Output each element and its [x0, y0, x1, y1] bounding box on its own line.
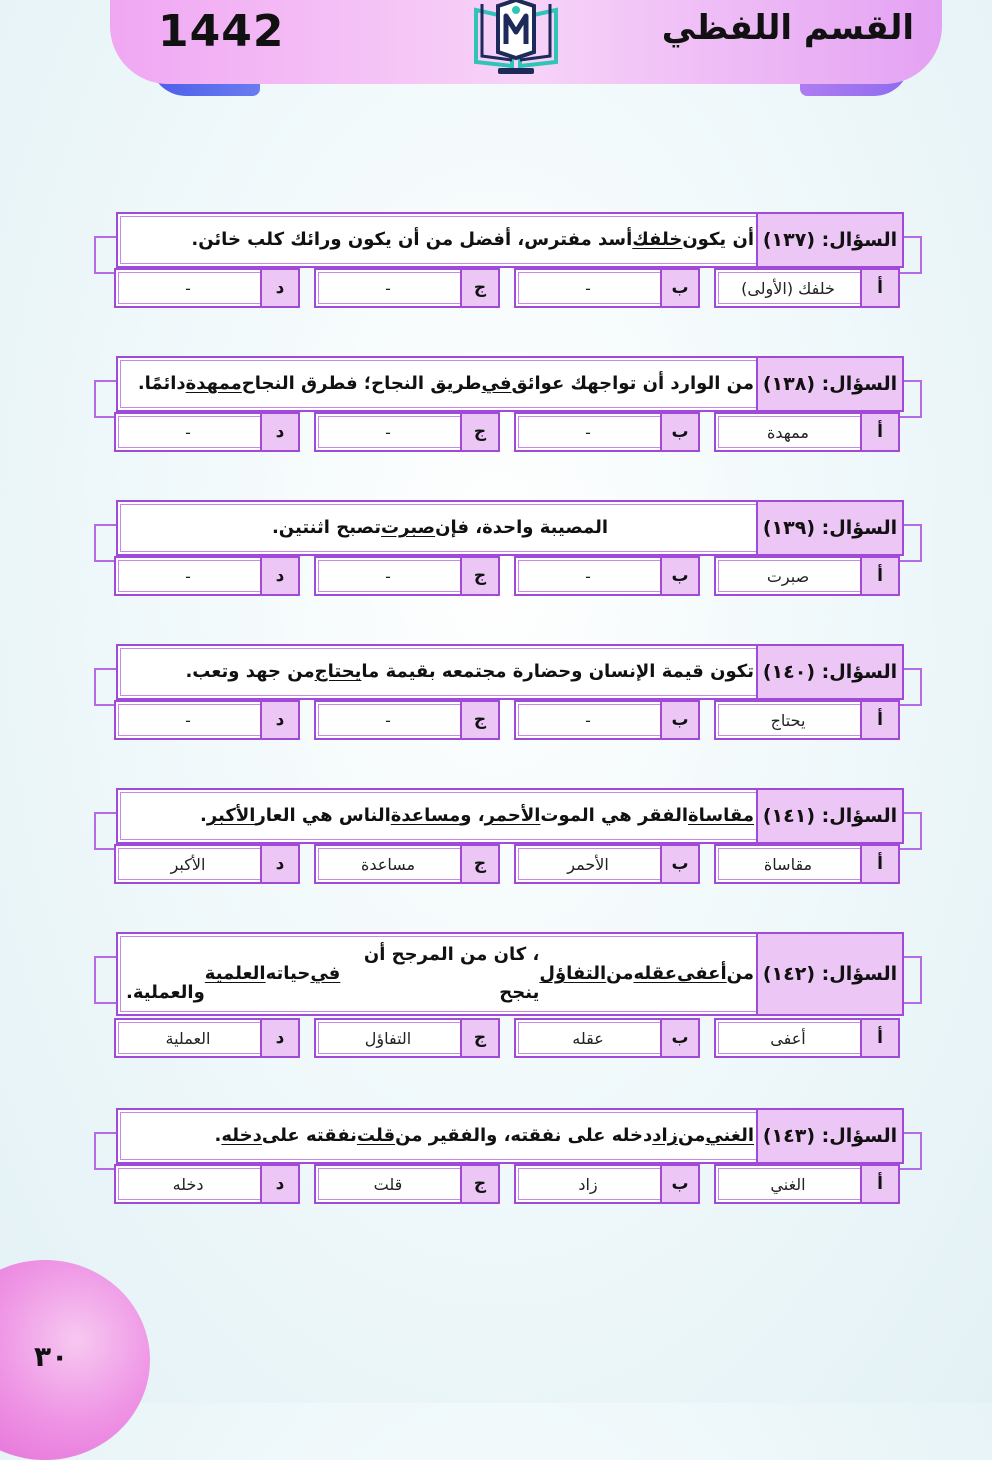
option-value: -	[585, 422, 591, 442]
option-value: التفاؤل	[364, 1028, 412, 1048]
option-d[interactable]	[114, 700, 300, 740]
question-label: السؤال: (١٤٢)	[756, 934, 902, 1014]
question-143	[94, 1108, 922, 1206]
question-text: تكون قيمة الإنسان وحضارة مجتمعه بقيمة ما يحتاج من جهد وتعب.	[185, 661, 754, 682]
question-label: السؤال: (١٣٨)	[756, 358, 902, 410]
options-row	[116, 700, 900, 738]
option-letter: د	[260, 1166, 298, 1202]
option-letter: ج	[460, 1166, 498, 1202]
option-b[interactable]	[514, 268, 700, 308]
options-row	[116, 844, 900, 882]
question-138	[94, 356, 922, 454]
question-label: السؤال: (١٤٣)	[756, 1110, 902, 1162]
option-value: -	[585, 710, 591, 730]
option-value: -	[385, 710, 391, 730]
options-row	[116, 1018, 900, 1056]
option-value: يحتاج	[770, 710, 806, 730]
option-letter: د	[260, 558, 298, 594]
question-box	[116, 644, 904, 700]
section-title: القسم اللفظي	[661, 8, 914, 48]
options-row	[116, 412, 900, 450]
option-c[interactable]	[314, 556, 500, 596]
option-letter: د	[260, 270, 298, 306]
options-row	[116, 268, 900, 306]
option-c[interactable]	[314, 1164, 500, 1204]
year-label: 1442	[158, 6, 285, 57]
option-value: الأكبر	[170, 854, 206, 874]
option-letter: أ	[860, 702, 898, 738]
option-value: -	[185, 422, 191, 442]
question-label: السؤال: (١٣٧)	[756, 214, 902, 266]
option-b[interactable]	[514, 412, 700, 452]
option-b[interactable]	[514, 556, 700, 596]
question-box	[116, 212, 904, 268]
option-value: الغني	[770, 1174, 806, 1194]
question-text: من الوارد أن تواجهك عوائق في طريق النجاح؛ فطرق النجاح ممهدة دائمًا.	[137, 373, 754, 394]
option-letter: د	[260, 414, 298, 450]
question-140	[94, 644, 922, 742]
option-letter: أ	[860, 414, 898, 450]
question-text: مقاساة الفقر هي الموت الأحمر ، و مساعدة الناس هي العار الأكبر .	[200, 805, 754, 826]
question-box	[116, 1108, 904, 1164]
option-letter: ب	[660, 558, 698, 594]
option-b[interactable]	[514, 700, 700, 740]
option-d[interactable]	[114, 268, 300, 308]
question-label: السؤال: (١٣٩)	[756, 502, 902, 554]
option-d[interactable]	[114, 1018, 300, 1058]
question-text: المصيبة واحدة، فإن صبرت تصبح اثنتين.	[271, 517, 609, 538]
question-label: السؤال: (١٤٠)	[756, 646, 902, 698]
option-value: مقاساة	[763, 854, 813, 874]
option-a[interactable]	[714, 268, 900, 308]
option-letter: ج	[460, 270, 498, 306]
option-value: دخله	[172, 1174, 204, 1194]
option-value: -	[385, 278, 391, 298]
option-letter: ج	[460, 846, 498, 882]
question-box	[116, 356, 904, 412]
option-letter: أ	[860, 1020, 898, 1056]
option-a[interactable]	[714, 1018, 900, 1058]
option-d[interactable]	[114, 556, 300, 596]
option-a[interactable]	[714, 1164, 900, 1204]
option-b[interactable]	[514, 1164, 700, 1204]
option-d[interactable]	[114, 412, 300, 452]
option-a[interactable]	[714, 556, 900, 596]
option-b[interactable]	[514, 1018, 700, 1058]
question-text: الغني من زاد دخله على نفقته، والفقير من قلت نفقته على دخله .	[214, 1125, 754, 1146]
option-letter: ج	[460, 414, 498, 450]
option-letter: أ	[860, 1166, 898, 1202]
option-value: خلفك (الأولى)	[741, 278, 835, 298]
option-letter: د	[260, 702, 298, 738]
decorative-blob	[0, 1260, 150, 1460]
option-value: ممهدة	[767, 422, 809, 442]
option-c[interactable]	[314, 268, 500, 308]
option-letter: أ	[860, 558, 898, 594]
question-141	[94, 788, 922, 886]
option-value: عقله	[572, 1028, 604, 1048]
option-letter: ج	[460, 1020, 498, 1056]
page-number: ٣٠	[34, 1340, 69, 1373]
header-banner	[110, 0, 942, 84]
option-value: -	[185, 710, 191, 730]
option-d[interactable]	[114, 844, 300, 884]
option-a[interactable]	[714, 700, 900, 740]
option-letter: ب	[660, 846, 698, 882]
option-value: الأحمر	[567, 854, 609, 874]
option-letter: ج	[460, 702, 498, 738]
option-value: قلت	[373, 1174, 403, 1194]
option-value: -	[185, 566, 191, 586]
question-box	[116, 788, 904, 844]
option-letter: أ	[860, 846, 898, 882]
option-value: -	[585, 566, 591, 586]
option-a[interactable]	[714, 844, 900, 884]
option-value: العملية	[165, 1028, 211, 1048]
option-value: زاد	[578, 1174, 598, 1194]
option-b[interactable]	[514, 844, 700, 884]
question-box	[116, 932, 904, 1016]
option-value: -	[585, 278, 591, 298]
option-c[interactable]	[314, 700, 500, 740]
option-d[interactable]	[114, 1164, 300, 1204]
option-letter: ب	[660, 1020, 698, 1056]
option-value: -	[385, 422, 391, 442]
option-letter: د	[260, 1020, 298, 1056]
option-value: -	[385, 566, 391, 586]
option-c[interactable]	[314, 1018, 500, 1058]
question-137	[94, 212, 922, 310]
question-text: من أعفى عقله من التفاؤل ، كان من المرجح أن ينجح في حياته العلمية والعملية.	[126, 944, 754, 1003]
option-letter: ب	[660, 1166, 698, 1202]
question-139	[94, 500, 922, 598]
option-letter: أ	[860, 270, 898, 306]
question-box	[116, 500, 904, 556]
option-c[interactable]	[314, 412, 500, 452]
option-value: أعفى	[770, 1028, 806, 1048]
option-letter: د	[260, 846, 298, 882]
option-letter: ب	[660, 414, 698, 450]
book-logo-icon	[468, 0, 564, 76]
option-value: -	[185, 278, 191, 298]
question-text: أن يكون خلفك أسد مفترس، أفضل من أن يكون ورائك كلب خائن.	[191, 229, 754, 250]
option-c[interactable]	[314, 844, 500, 884]
question-label: السؤال: (١٤١)	[756, 790, 902, 842]
option-letter: ب	[660, 702, 698, 738]
question-142	[94, 932, 922, 1048]
option-a[interactable]	[714, 412, 900, 452]
options-row	[116, 1164, 900, 1202]
option-value: صبرت	[766, 566, 810, 586]
option-letter: ب	[660, 270, 698, 306]
option-letter: ج	[460, 558, 498, 594]
option-value: مساعدة	[360, 854, 416, 874]
options-row	[116, 556, 900, 594]
